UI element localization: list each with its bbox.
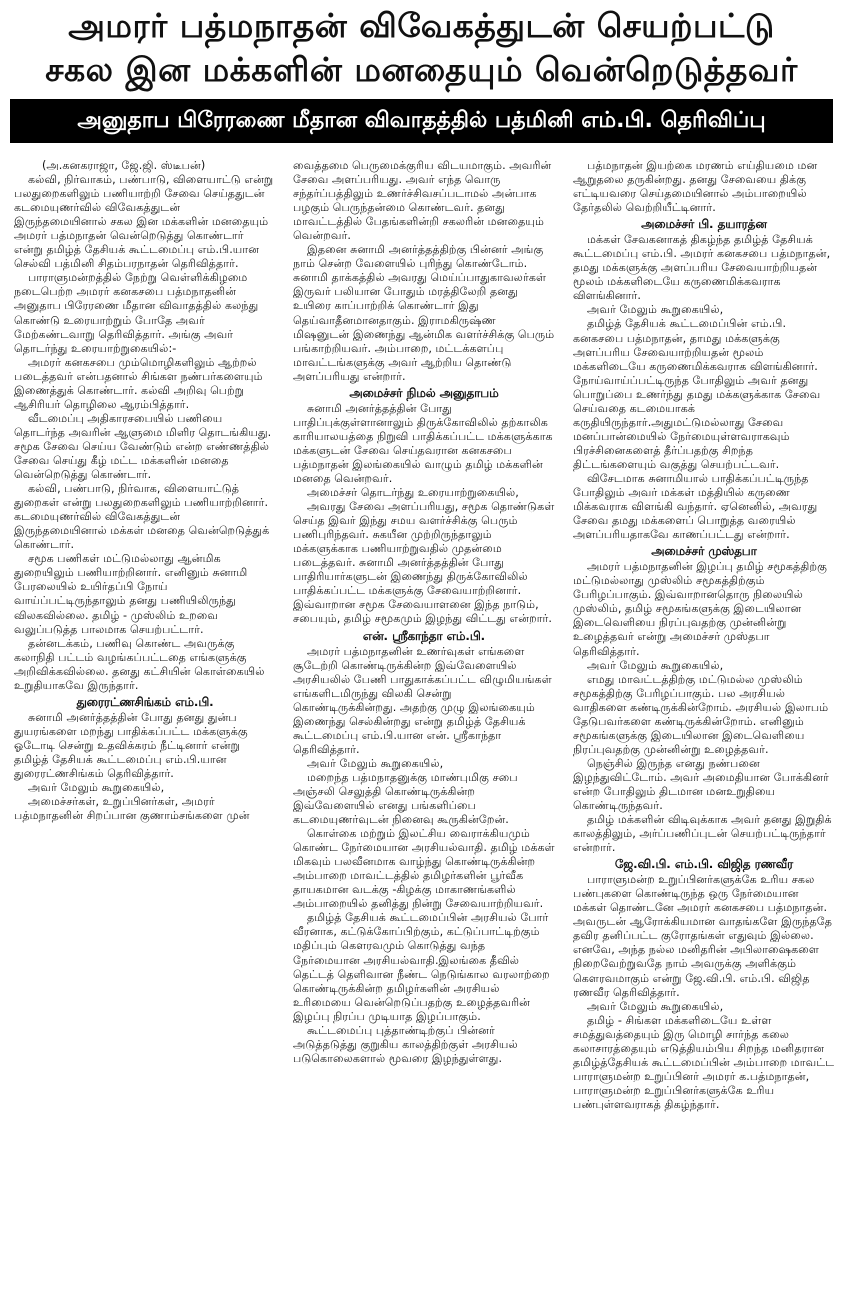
- paragraph: அவரது சேவை அளப்பரியது, சமூக தொண்டுகள் செய்த இவர் இந்து சமய வளர்ச்சிக்கு பெரும் பணிபுரிந்தவர். சுகயீன முற்றிருந்தாலும் மக்களுக்காக பணியாற்றுவதில் முதன்மை படைத்தவர். சுனாமி அனர்த்தத்தின் போது பாதிரியார்களுடன் இணைந்து திருக்கோவிலில் பாதிக்கப்பட்ட மக்களுக்கு சேவையாற்றினார். இவ்வாறான சமூக சேவையாளனை இந்த நாடும், சபையும், தமிழ் சமூகமும் இழந்து விட்டது என்றார்.: [293, 500, 555, 626]
- paragraph: நெஞ்சில் இருந்த எனது நண்பனை இழந்துவிட்டோம். அவர் அமைதியான போக்கினர் என்ற போதிலும் திடமான மனஉறுதியை கொண்டிருந்தவர்.: [573, 756, 829, 813]
- subheadline-banner: அனுதாப பிரேரணை மீதான விவாதத்தில் பத்மினி எம்.பி. தெரிவிப்பு: [10, 99, 833, 143]
- paragraph: தன்னடக்கம், பணிவு கொண்ட அவருக்கு கலாநிதி பட்டம் வழங்கப்பட்டதை எங்களுக்கு அறிவிக்கவில்லை. தனது கட்சியின் கொள்கையில் உறுதியாகவே இருந்தார்.: [14, 636, 265, 692]
- paragraph: வைத்தமை பெருமைக்குரிய விடயமாகும். அவரின் சேவை அளப்பரியது. அவர் எந்த வொரு சந்தர்ப்பத்திலும் உணர்ச்சிவசப்படாமல் அன்பாக பழகும் பெருந்தன்மை கொண்டவர். தனது மாவட்டத்தில் பேதங்களின்றி சகலரின் மனதையும் வென்றவர்.: [293, 159, 552, 243]
- paragraph: சமூக பணிகள் மட்டுமல்லாது ஆன்மிக துறையிலும் பணியாற்றினார். எனினும் சுனாமி பேரலையில் உயிர்தப்பி நோய் வாய்ப்பட்டிருந்தாலும் தனது பணியிலிருந்து விலகவில்லை. தமிழ் - முஸ்லிம் உறவை வலுப்படுத்த பாலமாக செயற்பட்டார்.: [14, 552, 248, 636]
- paragraph: மக்கள் சேவகனாகத் திகழ்ந்த தமிழ்த் தேசியக் கூட்டமைப்பு எம்.பி. அமரர் கனகசபை பத்மநாதன், தமது மக்களுக்கு அளப்பரிய சேவையாற்றியதன் மூலம் மக்களிடையே கருணைமிக்கவராக விளங்கினார்.: [573, 233, 831, 303]
- paragraph: சுனாமி அனர்த்தத்தின் போது பாதிப்புக்குள்ளானாலும் திருக்கோவிலில் தற்காலிக காரியாலயத்தை நிறுவி பாதிக்கப்பட்ட மக்களுக்காக மக்களுடன் சேவை செய்தவரான கனகசபை பத்மநாதன் இலங்கையில் வாழும் தமிழ் மக்களின் மனதை வென்றவர்.: [293, 401, 553, 485]
- paragraph: பாராளுமன்ற உறுப்பினர்களுக்கே உரிய சகல பண்புகளை கொண்டிருந்த ஒரு நேர்மையான மக்கள் தொண்டனே அமரர் கனகசபை பத்மநாதன். அவருடன் ஆரோக்கியமான வாதங்களே இருந்ததே தவிர தனிப்பட்ட குரோதங்கள் எதுவும் இல்லை. எனவே, அந்த நல்ல மனிதரின் அபிலாஷைகளை நிறைவேற்றுவதே நாம் அவருக்கு அளிக்கும் கௌரவமாகும் என்று ஜே.வி.பி. எம்.பி. விஜித ரணவீர தெரிவித்தார்.: [573, 873, 833, 999]
- paragraph: கூட்டமைப்பு புத்தாண்டிற்குப் பின்னர் அடுத்தடுத்து குறுகிய காலத்திற்குள் அரசியல் படுகொலைகளால் மூவரை இழந்துள்ளது.: [293, 1023, 518, 1065]
- section-heading: அமைச்சர் பி. தயாரத்ன: [641, 217, 767, 232]
- section-heading: அமைச்சர் முஸ்தபா: [651, 544, 757, 559]
- headline-line-1: அமரர் பத்மநாதன் விவேகத்துடன் செயற்பட்டு: [68, 6, 775, 45]
- paragraph: கொள்கை மற்றும் இலட்சிய வைராக்கியமும் கொண்ட நேர்மையான அரசியல்வாதி. தமிழ் மக்கள் மிகவும் பலவீனமாக வாழ்ந்து கொண்டிருக்கின்ற அம்பாறை மாவட்டத்தில் தமிழர்களின் பூர்வீக தாயகமான வடக்கு -கிழக்கு மாகாணங்களில் அம்பாறையில் தனித்து நின்று சேவையாற்றியவர்.: [293, 827, 555, 911]
- paragraph: தமிழ் - சிங்கள மக்களிடையே உள்ள சமத்துவத்தையும் இரு மொழி சார்ந்த கலை கலாசாரத்தையும் எடுத்தியம்பிய சிறந்த மனிதரான தமிழ்த்தேசியக் கூட்டமைப்பின் அம்பாறை மாவட்ட பாராளுமன்ற உறுப்பினர் அமரர் க.பத்மநாதன், பாராளுமன்ற உறுப்பினர்களுக்கே உரிய பண்புள்ளவராகத் திகழ்ந்தார்.: [573, 1013, 835, 1111]
- paragraph: தமிழ் மக்களின் விடிவுக்காக அவர் தனது இறுதிக் காலத்திலும், அர்ப்பணிப்புடன் செயற்பட்டிருந்தார் என்றார்.: [573, 813, 832, 855]
- paragraph: பாராளுமன்றத்தில் நேற்று வெள்ளிக்கிழமை நடைபெற்ற அமரர் கனகசபை பத்மநாதனின் அனுதாப பிரேரணை மீதான விவாதத்தில் கலந்து கொண்டு உரையாற்றும் போதே அவர் மேற்கண்டவாறு தெரிவித்தார். அங்கு அவர் தொடர்ந்து உரையாற்றுகையில்:-: [14, 271, 259, 355]
- paragraph: கல்வி, நிர்வாகம், பண்பாடு, விளையாட்டு என்று பலதுறைகளிலும் பணியாற்றி சேவை செய்ததுடன் கடமையுணர்வில் விவேகத்துடன் இருந்தமையினால் சகல இன மக்களின் மனதையும் அமரர் பத்மநாதன் வென்றெடுத்து கொண்டார் என்று தமிழ்த் தேசியக் கூட்டமைப்பு எம்.பி.யான செல்வி பத்மினி சிதம்பரநாதன் தெரிவித்தார்.: [14, 173, 274, 271]
- article-column-3: [573, 159, 835, 1289]
- paragraph: அவர் மேலும் கூறுகையில்,: [587, 999, 724, 1013]
- section-heading: அமைச்சர் நிமல் அனுதாபம்: [349, 385, 499, 400]
- paragraph: அவர் மேலும் கூறுகையில்,: [28, 781, 165, 795]
- article-column-2: [293, 159, 555, 1289]
- section-heading: ஜே.வி.பி. எம்.பி. விஜித ரணவீர: [614, 857, 794, 872]
- paragraph: எமது மாவட்டத்திற்கு மட்டுமல்ல முஸ்லிம் சமூகத்திற்கு பேரிழப்பாகும். பல அரசியல் வாதிகளை கண்டிருக்கின்றோம். அரசியல் இலாபம் தேடுபவர்களை கண்டிருக்கின்றோம். எனினும் சமூகங்களுக்கு இடையிலான இடைவெளியை நிரப்புவதற்கு முன்னின்று உழைத்தவர்.: [573, 672, 829, 756]
- paragraph: அவர் மேலும் கூறுகையில்,: [307, 756, 444, 770]
- paragraph: அமரர் கனகசபை மும்மொழிகளிலும் ஆற்றல் படைத்தவர் என்பதனால் சிங்கள நண்பர்களையும் இணைத்துக் கொண்டார். கல்வி அறிவு பெற்று ஆசிரியர் தொழிலை ஆரம்பித்தார்.: [14, 355, 263, 411]
- section-heading: துரைரட்ணசிங்கம் எம்.பி.: [76, 694, 214, 709]
- paragraph: அமரர் பத்மநாதனின் உணர்வுகள் எங்களை சூடேற்றி கொண்டிருக்கின்ற இவ்வேளையில் அரசியலில் பேணி பாதுகாக்கப்பட்ட விழுமியங்கள் எங்களிடமிருந்து விலகி சென்று கொண்டிருக்கின்றது. அதற்கு முழு இலங்கையும் இணைந்து செல்கின்றது என்று தமிழ்த் தேசியக் கூட்டமைப்பு எம்.பி.யான என். ஸ்ரீகாந்தா தெரிவித்தார்.: [293, 644, 552, 756]
- byline: (அ.கனகராஜா, ஜே.ஜி. ஸ்டீபன்): [42, 159, 206, 172]
- paragraph: வீடமைப்பு அதிகாரசபையில் பணியை தொடர்ந்த அவரின் ஆளுமை மிளிர தொடங்கியது. சமூக சேவை செய்ய வேண்டும் என்ற எண்ணத்தில் சேவை செய்து கீழ் மட்ட மக்களின் மனதை வென்றெடுத்து கொண்டார்.: [14, 411, 272, 482]
- section-heading: என். ஸ்ரீகாந்தா எம்.பி.: [362, 628, 486, 643]
- paragraph: விசேடமாக சுனாமியால் பாதிக்கப்பட்டிருந்த போதிலும் அவர் மக்கள் மத்தியில் கருணை மிக்கவராக விளங்கி வந்தார். ஏனெனில், அவரது சேவை தமது மக்களைப் பொறுத்த வரையில் அளப்பரியதாகவே காணப்பட்டது என்றார்.: [573, 471, 818, 542]
- paragraph: தமிழ்த் தேசியக் கூட்டமைப்பின் அரசியல் போர் வீரனாக, கட்டுக்கோப்பிற்கும், கட்டுப்பாட்டிற்கும் மதிப்பும் கௌரவமும் கொடுத்து வந்த நேர்மையான அரசியல்வாதி.இலங்கை தீவில் தெட்டத் தெளிவான நீண்ட நெடுங்கால வரலாற்றை கொண்டிருக்கின்ற தமிழர்களின் அரசியல் உரிமையை வென்றெடுப்பதற்கு உழைத்தவரின் இழப்பு நிரப்ப முடியாத இழப்பாகும்.: [293, 911, 550, 1023]
- paragraph: அவர் மேலும் கூறுகையில்,: [587, 658, 724, 672]
- paragraph: அமைச்சர் தொடர்ந்து உரையாற்றுகையில்,: [307, 486, 519, 500]
- paragraph: அவர் மேலும் கூறுகையில்,: [587, 303, 724, 317]
- paragraph: மறைந்த பத்மநாதனுக்கு மாண்புமிகு சபை அஞ்சலி செலுத்தி கொண்டிருக்கின்ற இவ்வேளையில் எனது பங்களிப்பை கடமையுணர்வுடன் நினைவு கூருகின்றேன்.: [293, 770, 518, 827]
- paragraph: கல்வி, பண்பாடு, நிர்வாக, விளையாட்டுத் துறைகள் என்று பலதுறைகளிலும் பணியாற்றினார். கடமையுணர்வில் விவேகத்துடன் இருந்தமையினால் மக்கள் மனதை வென்றெடுத்துக் கொண்டார்.: [14, 482, 270, 552]
- paragraph: இதனை சுனாமி அனர்த்தத்திற்கு பின்னர் அங்கு நாம் சென்ற வேளையில் புரிந்து கொண்டோம். சுனாமி தாக்கத்தில் அவரது மெய்ப்பாதுகாவலர்கள் இருவர் பலியான போதும் மரத்திலேறி தனது உயிரை காப்பாற்றிக் கொண்டார் இது தெய்வாதீனமானதாகும். இராமகிருஷ்ண மிஷனுடன் இணைந்து ஆன்மிக வளர்ச்சிக்கு பெரும் பங்காற்றியவர். அம்பாறை, மட்டக்களப்பு மாவட்டங்களுக்கு அவர் ஆற்றிய தொண்டு அளப்பரியது என்றார்.: [293, 243, 555, 383]
- paragraph: சுனாமி அனர்த்தத்தின் போது தனது துன்ப துயரங்களை மறந்து பாதிக்கப்பட்ட மக்களுக்கு ஓடோடி சென்று உதவிக்கரம் நீட்டினார் என்று தமிழ்த் தேசியக் கூட்டமைப்பு எம்.பி.யான துரைரட்ணசிங்கம் தெரிவித்தார்.: [14, 710, 248, 780]
- paragraph: அமரர் பத்மநாதனின் இழப்பு தமிழ் சமூகத்திற்கு மட்டுமல்லாது முஸ்லிம் சமூகத்திற்கும் பேரிழப்பாகும். இவ்வாறானதொரு நிலையில் முஸ்லிம், தமிழ் சமூகங்களுக்கு இடையிலான இடைவெளியை நிரப்புவதற்கு முன்னின்று உழைத்தவர் என்று அமைச்சர் முஸ்தபா தெரிவித்தார்.: [573, 560, 827, 658]
- paragraph: பத்மநாதன் இயற்கை மரணம் எய்தியமை மன ஆறுதலை தருகின்றது. தனது சேவையை திக்கு எட்டியவரை செய்தமையினால் அம்பாறையில் தேர்தலில் வெற்றியீட்டினார்.: [573, 159, 818, 215]
- paragraph: தமிழ்த் தேசியக் கூட்டமைப்பின் எம்.பி. கனகசபை பத்மநாதன், தாமது மக்களுக்கு அளப்பரிய சேவையாற்றியதன் மூலம் மக்களிடையே கருணைமிக்கவராக விளங்கினார். நோய்வாய்ப்பட்டிருந்த போதிலும் அவர் தனது பொறுப்பை உணர்ந்து தமது மக்களுக்காக சேவை செய்வதை கடமையாகக் கருதியிருந்தார்.அதுமட்டுமல்லாது சேவை மனப்பான்மையில் நேர்மையுள்ளவராகவும் பிரச்சினைகளைத் தீர்ப்பதற்கு சிறந்த திட்டங்களையும் வகுத்து செயற்பட்டவர்.: [573, 317, 821, 471]
- paragraph: அமைச்சர்கள், உறுப்பினர்கள், அமரர் பத்மநாதனின் சிறப்பான குணாம்சங்களை முன்: [14, 795, 250, 823]
- headline-line-2: சகல இன மக்களின் மனதையும் வென்றெடுத்தவர்: [45, 50, 798, 89]
- article-column-1: [14, 159, 276, 823]
